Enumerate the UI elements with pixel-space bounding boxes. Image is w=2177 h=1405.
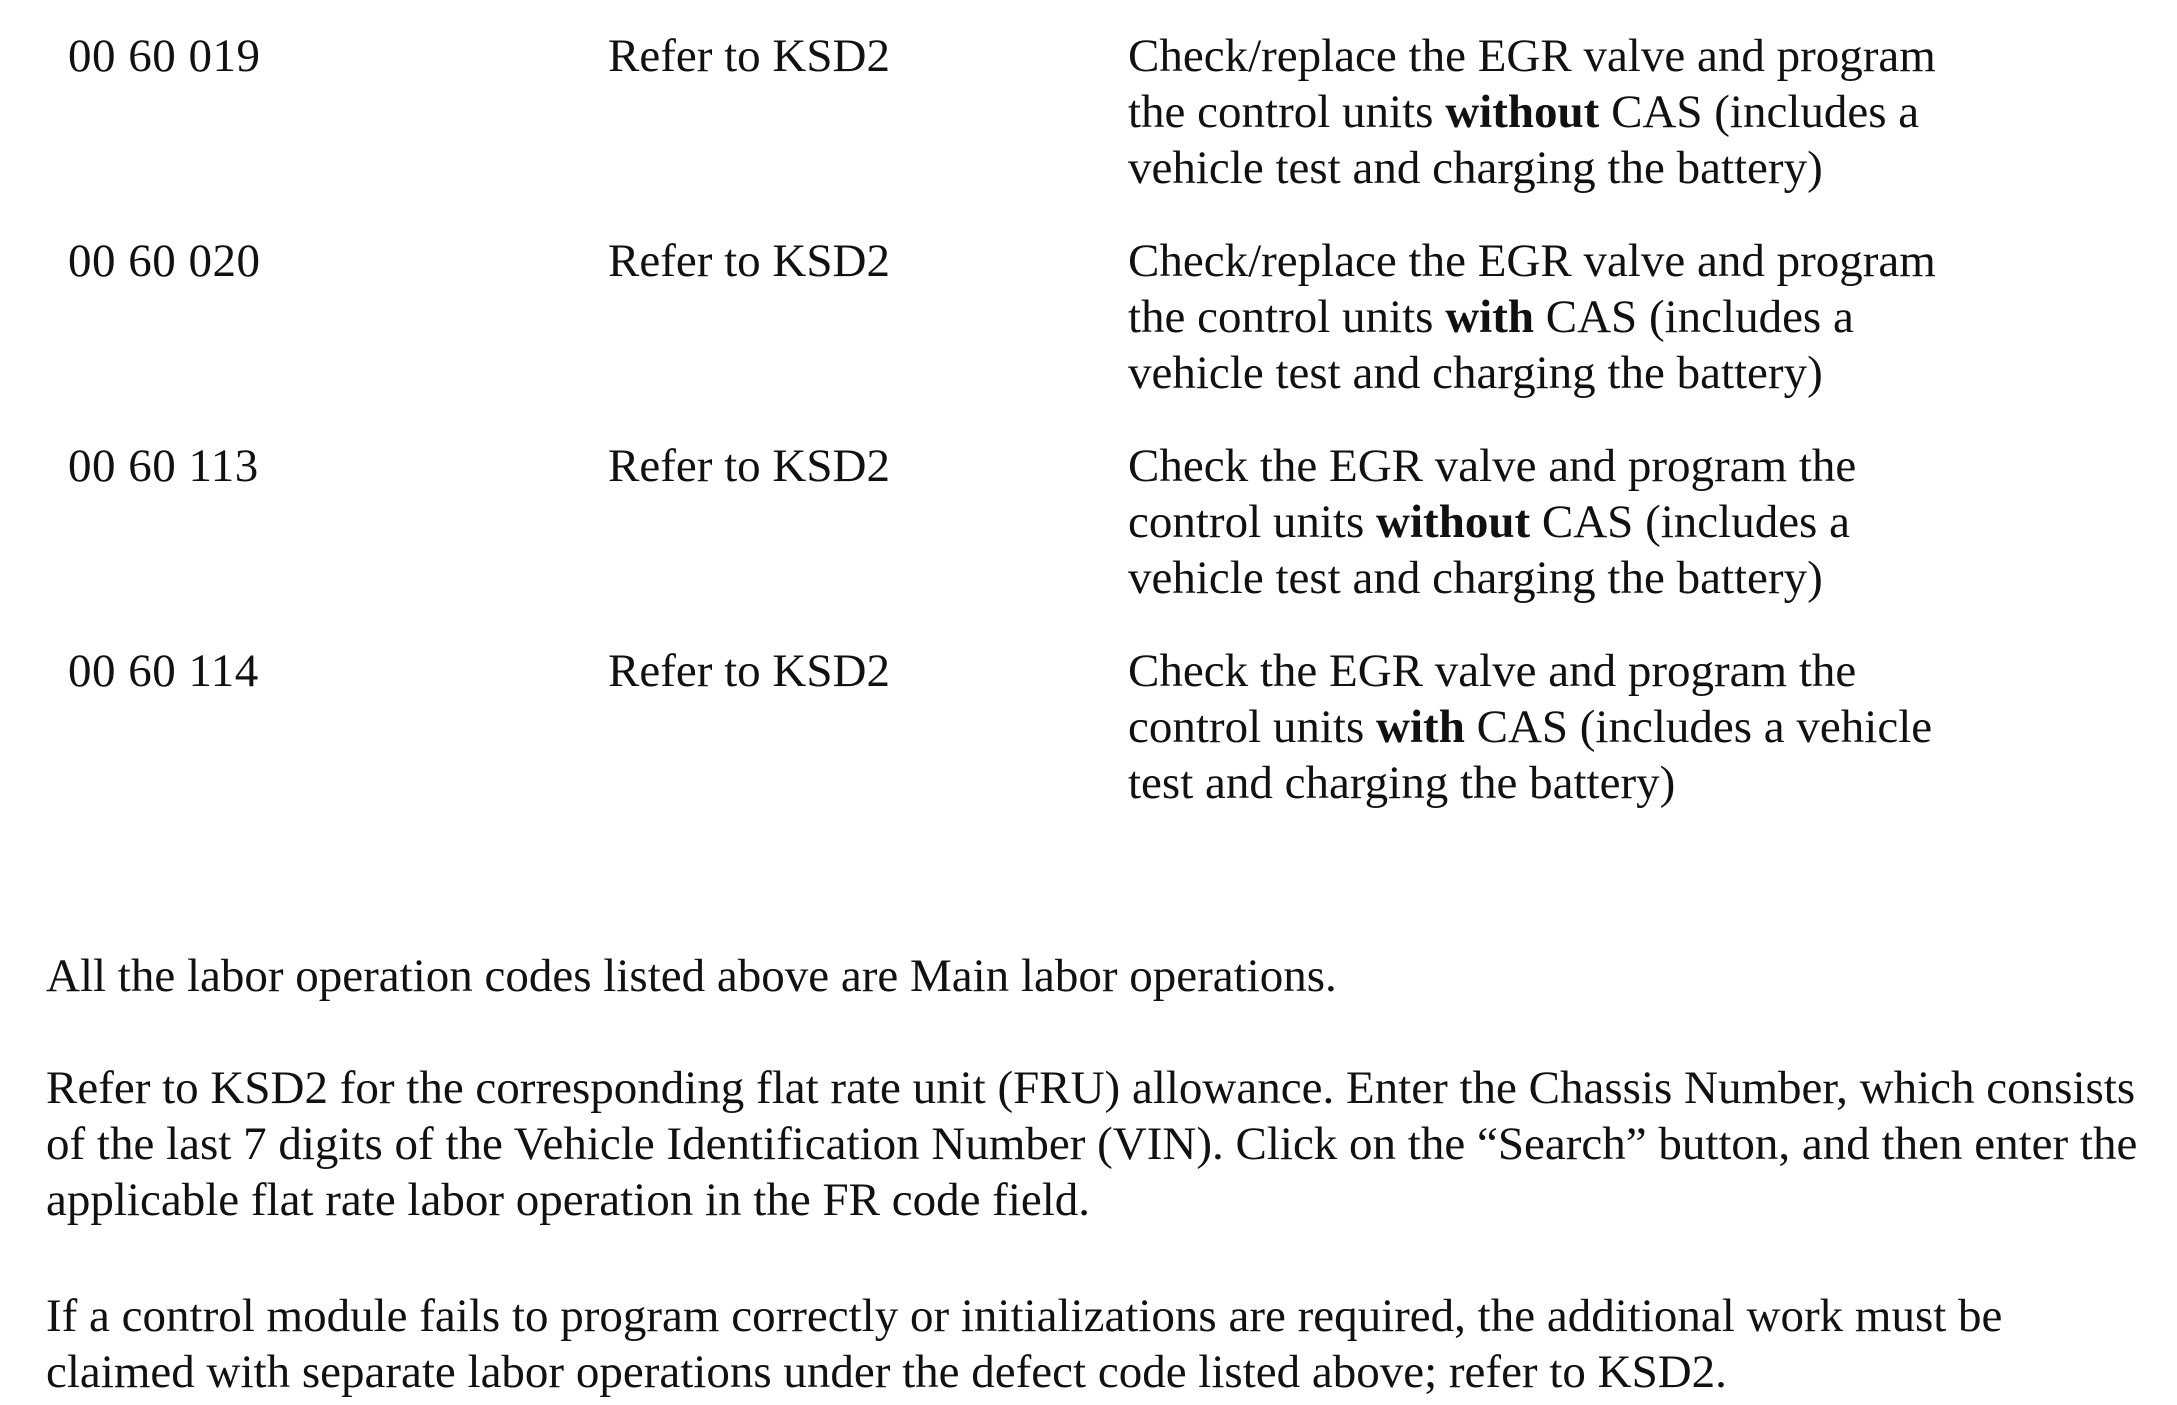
description-text: CAS (includes a vehicle test and charging the battery) <box>1128 291 1854 399</box>
description-text: CAS (includes a vehicle test and charging the battery) <box>1128 701 1933 809</box>
fru-reference: Refer to KSD2 <box>608 645 890 697</box>
labor-description <box>1128 438 1988 606</box>
labor-description <box>1128 643 1988 811</box>
labor-code: 00 60 020 <box>68 235 261 287</box>
labor-description <box>1128 233 1988 401</box>
fru-reference: Refer to KSD2 <box>608 30 890 82</box>
description-text: Check/replace the EGR valve and program the control units <box>1128 30 1936 138</box>
description-text: CAS (includes a vehicle test and charging the battery) <box>1128 86 1920 194</box>
labor-code: 00 60 114 <box>68 645 259 697</box>
labor-code: 00 60 113 <box>68 440 259 492</box>
description-emphasis: without <box>1376 496 1531 548</box>
labor-operation-row <box>68 643 2128 811</box>
description-emphasis: without <box>1445 86 1600 138</box>
fru-reference: Refer to KSD2 <box>608 235 890 287</box>
labor-operation-row <box>68 438 2128 606</box>
programming-failure-note: If a control module fails to program correctly or initializations are required, the additional work must be claimed with separate labor operations under the defect code listed above; refer to KSD2. <box>46 1290 2003 1398</box>
labor-description <box>1128 28 1988 196</box>
description-text: CAS (includes a vehicle test and charging the battery) <box>1128 496 1850 604</box>
description-text: Check the EGR valve and program the control units <box>1128 645 1857 753</box>
description-emphasis: with <box>1376 701 1465 753</box>
labor-code: 00 60 019 <box>68 30 261 82</box>
labor-operation-row <box>68 28 2128 196</box>
labor-operation-row <box>68 233 2128 401</box>
description-text: Check/replace the EGR valve and program the control units <box>1128 235 1936 343</box>
fru-reference: Refer to KSD2 <box>608 440 890 492</box>
description-text: Check the EGR valve and program the control units <box>1128 440 1857 548</box>
description-emphasis: with <box>1445 291 1535 343</box>
fru-instructions: Refer to KSD2 for the corresponding flat rate unit (FRU) allowance. Enter the Chassis Number, which consists of the last 7 digits of the Vehicle Identification Number (VIN). Click on the “Search” button, and then enter the applicable flat rate labor operation in the FR code field. <box>46 1062 2138 1226</box>
main-operations-note: All the labor operation codes listed above are Main labor operations. <box>46 950 1337 1002</box>
labor-operations-table <box>68 28 2128 811</box>
